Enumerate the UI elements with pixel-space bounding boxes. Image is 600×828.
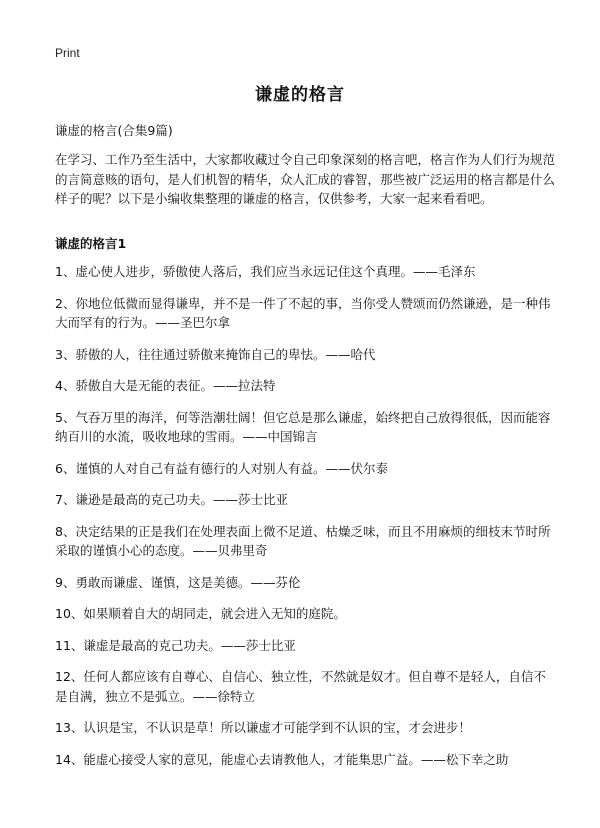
quote-item: 4、骄傲自大是无能的表征。——拉法特	[55, 378, 276, 393]
intro-paragraph: 在学习、工作乃至生活中，大家都收藏过令自己印象深刻的格言吧，格言作为人们行为规范的言简意赅的语句，是人们机智的精华，众人汇成的睿智，那些被广泛运用的格言都是什么样子的呢？以下是小编收集整理的谦虚的格言，仅供参考，大家一起来看看吧。	[55, 152, 556, 206]
quote-item: 9、勇敢而谦虚、谨慎，这是美德。——芬伦	[55, 574, 301, 590]
document-subtitle: 谦虚的格言(合集9篇)	[55, 123, 173, 138]
quote-item: 12、任何人都应该有自尊心、自信心、独立性，不然就是奴才。但自尊不是轻人，自信不是自满，独立不是弧立。——徐特立	[55, 669, 546, 704]
quote-item: 13、认识是宝，不认识是草！所以谦虚才可能学到不认识的宝，才会进步！	[55, 720, 471, 735]
quote-item: 7、谦逊是最高的克己功夫。——莎士比亚	[55, 492, 288, 507]
quote-item: 11、谦虚是最高的克己功夫。——莎士比亚	[55, 637, 296, 653]
quote-item: 6、谨慎的人对自己有益有德行的人对别人有益。——伏尔泰	[55, 460, 388, 476]
quote-item: 3、骄傲的人，往往通过骄傲来掩饰自己的卑怯。——哈代	[55, 346, 376, 362]
quote-item: 14、能虚心接受人家的意见，能虚心去请教他人，才能集思广益。——松下幸之助	[55, 751, 509, 767]
document-title: 谦虚的格言	[255, 85, 345, 105]
quote-item: 8、决定结果的正是我们在处理表面上微不足道、枯燥乏味，而且不用麻烦的细枝末节时所采取的谨慎小心的态度。——贝弗里奇	[55, 523, 551, 558]
quote-item: 10、如果顺着自大的胡同走，就会进入无知的庭院。	[55, 606, 346, 621]
print-label: Print	[55, 46, 80, 60]
quote-item: 1、虚心使人进步，骄傲使人落后，我们应当永远记住这个真理。——毛泽东	[55, 264, 476, 279]
quote-item: 2、你地位低微而显得谦卑，并不是一件了不起的事，当你受人赞颂而仍然谦逊，是一种伟大而罕有的行为。——圣巴尔拿	[55, 295, 551, 330]
section-heading: 谦虚的格言1	[55, 236, 127, 251]
quote-list	[55, 262, 555, 781]
quote-item: 5、气吞万里的海洋，何等浩潮壮阔！但它总是那么谦虚，始终把自己放得很低，因而能容纳百川的水流，吸收地球的雪雨。——中国锦言	[55, 409, 551, 444]
